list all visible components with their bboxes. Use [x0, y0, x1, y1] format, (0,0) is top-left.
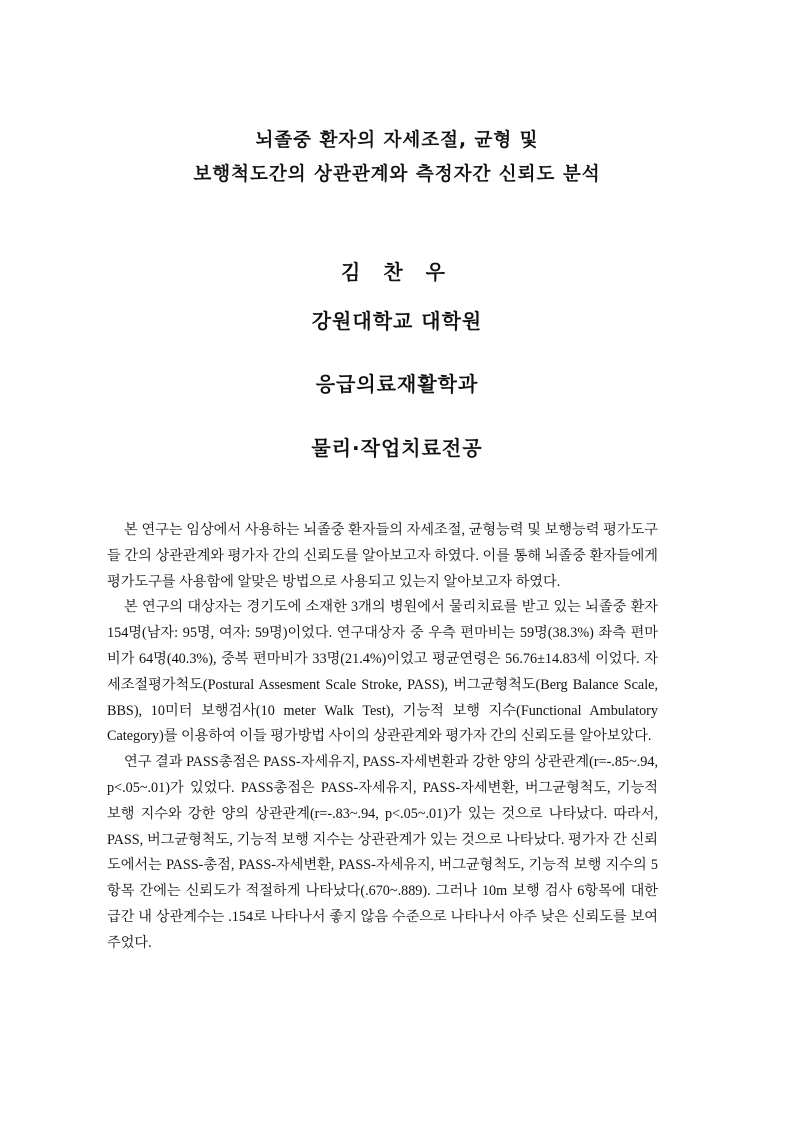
major-name: 물리·작업치료전공 [311, 436, 483, 460]
university-name: 강원대학교 대학원 [311, 309, 483, 333]
title-line-1: 뇌졸중 환자의 자세조절, 균형 및 [255, 130, 539, 151]
department-name: 응급의료재활학과 [315, 372, 479, 396]
abstract-paragraph-results: 연구 결과 PASS총점은 PASS-자세유지, PASS-자세변환과 강한 양의 상관관계(r=-.85~.94, p<.05~.01)가 있었다. PASS총점은 PASS-자세유지, PASS-자세변환, 버그균형척도, 기능적 보행 지수와 강한 양의 상관관계(r=-.83~.94, p<.05~.01)가 있는 것으로 나타났다. 따라서, PASS, 버그균형척도, 기능적 보행 지수는 상관관계가 있는 것으로 나타났다. 평가자 간 신뢰도에서는 PASS-총점, PASS-자세변환, PASS-자세유지, 버그균형척도, 기능적 보행 지수의 5항목 간에는 신뢰도가 적절하게 나타났다(.670~.889). 그러나 10m 보행 검사 6항목에 대한 급간 내 상관계수는 .154로 나타나서 좋지 않음 수준으로 나타나서 아주 낮은 신뢰도를 보여 주었다. [107, 754, 658, 951]
abstract-paragraph-methods: 본 연구의 대상자는 경기도에 소재한 3개의 병원에서 물리치료를 받고 있는 뇌졸중 환자 154명(남자: 95명, 여자: 59명)이었다. 연구대상자 중 우측 편마비는 59명(38.3%) 좌측 편마비가 64명(40.3%), 중복 편마비가 33명(21.4%)이었고 평균연령은 56.76±14.83세 이었다. 자세조절평가척도(Postural Assesment Scale Stroke, PASS), 버그균형척도(Berg Balance Scale, BBS), 10미터 보행검사(10 meter Walk Test), 기능적 보행 지수(Functional Ambulatory Category)를 이용하여 이들 평가방법 사이의 상관관계와 평가자 간의 신뢰도를 알아보았다. [107, 599, 658, 745]
title-line-2: 보행척도간의 상관관계와 측정자간 신뢰도 분석 [193, 164, 601, 185]
abstract-paragraph-purpose: 본 연구는 임상에서 사용하는 뇌졸중 환자들의 자세조절, 균형능력 및 보행능력 평가도구들 간의 상관관계와 평가자 간의 신뢰도를 알아보고자 하였다. 이를 통해 뇌졸중 환자들에게 평가도구를 사용함에 알맞은 방법으로 사용되고 있는지 알아보고자 하였다. [107, 522, 658, 590]
abstract-body [107, 518, 658, 957]
author-name: 김 찬 우 [341, 260, 453, 284]
